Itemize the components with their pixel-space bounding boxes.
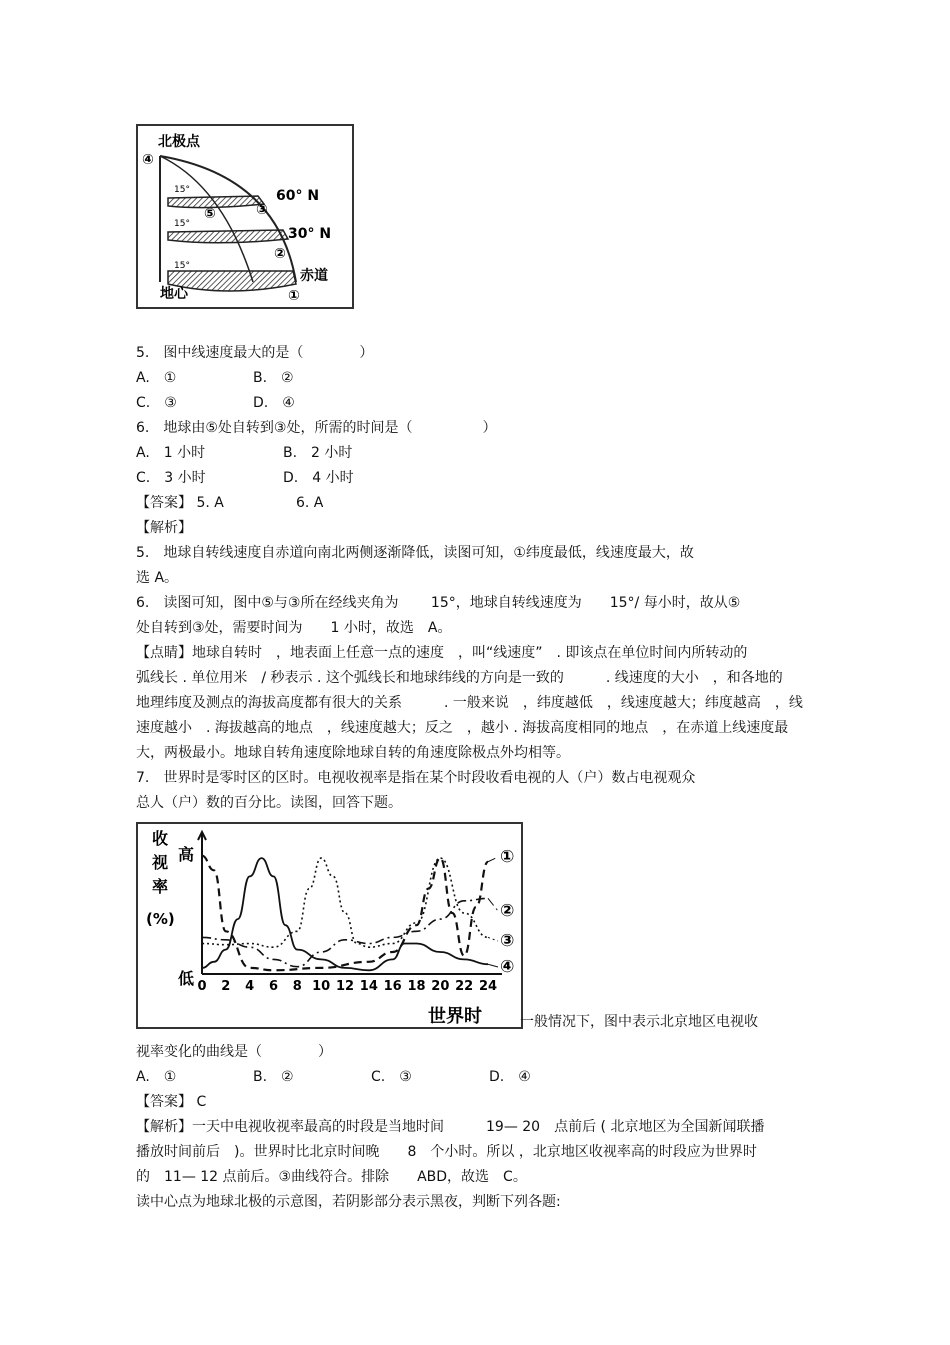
series-line-3 — [202, 858, 488, 947]
x-tick-label: 16 — [383, 979, 402, 994]
equator-label: 赤道 — [300, 268, 328, 284]
q6-stem: 6. 地球由⑤处自转到③处，所需的时间是（ ） — [136, 420, 497, 436]
answer-5-6: 【答案】 5. A — [136, 495, 224, 511]
final-line: 读中心点为地球北极的示意图，若阴影部分表示黑夜，判断下列各题: — [136, 1194, 561, 1210]
x-tick-label: 18 — [407, 979, 426, 994]
x-tick-label: 24 — [478, 979, 498, 994]
viewing-rate-svg — [138, 824, 521, 1027]
explanation-6-line2: 处自转到③处，需要时间为 1 小时，故选 A。 — [136, 620, 452, 636]
marker-1: ① — [288, 288, 300, 304]
q5-option-c: C. ③ — [136, 395, 177, 411]
answer-7: 【答案】 C — [136, 1094, 207, 1110]
x-tick-label: 22 — [455, 979, 474, 994]
q7-stem-line1: 7. 世界时是零时区的区时。电视收视率是指在某个时段收看电视的人（户）数占电视观众 — [136, 770, 696, 786]
deg-label-60: 15° — [174, 185, 190, 195]
earth-quadrant-figure — [136, 124, 354, 309]
tip-line2: 弧线长 . 单位用米 / 秒表示 . 这个弧线长和地球纬线的方向是一致的 . 线速度的大小 ，和各地的 — [136, 670, 783, 686]
series-line-2 — [202, 898, 488, 966]
series-leader-4 — [488, 964, 498, 967]
explanation-5-line2: 选 A。 — [136, 570, 179, 586]
q7-after-chart-text: 一般情况下，图中表示北京地区电视收 — [520, 1014, 758, 1030]
explanation-7-line1: 【解析】一天中电视收视率最高的时段是当地时间 19— 20 点前后 ( 北京地区为全国新闻联播 — [136, 1119, 765, 1135]
q6-option-b: B. 2 小时 — [283, 445, 353, 461]
y-high-label: 高 — [178, 845, 195, 864]
x-tick-label: 0 — [197, 979, 207, 994]
x-tick-label: 20 — [431, 979, 450, 994]
explanation-7-line2: 播放时间前后 )。世界时比北京时间晚 8 个小时。所以 ，北京地区收视率高的时段应为世界时 — [136, 1144, 757, 1160]
series-leader-2 — [488, 898, 498, 911]
deg-label-0: 15° — [174, 261, 190, 271]
latitude-30-band — [168, 230, 288, 243]
q7-stem-line3: 视率变化的曲线是（ ） — [136, 1044, 332, 1060]
series-label-3: ③ — [500, 931, 515, 951]
q5-stem: 5. 图中线速度最大的是（ ） — [136, 345, 374, 361]
marker-3: ③ — [256, 202, 268, 218]
answer-6: 6. A — [296, 495, 324, 511]
series-label-2: ② — [500, 901, 515, 921]
north-pole-label: 北极点 — [158, 134, 200, 150]
q7-option-d: D. ④ — [489, 1069, 531, 1085]
explanation-5-line1: 5. 地球自转线速度自赤道向南北两侧逐渐降低，读图可知，①纬度最低，线速度最大，故 — [136, 545, 694, 561]
lat60-label: 60° N — [276, 188, 320, 204]
x-tick-label: 8 — [292, 979, 302, 994]
earth-quadrant-svg — [138, 126, 352, 307]
marker-2: ② — [274, 246, 286, 262]
series-leader-3 — [488, 937, 498, 941]
x-tick-label: 12 — [335, 979, 355, 994]
ylabel-2: 视 — [152, 853, 169, 872]
viewing-rate-chart — [136, 822, 523, 1029]
lat30-label: 30° N — [288, 226, 332, 242]
ylabel-3: 率 — [152, 877, 169, 896]
q7-option-a: A. ① — [136, 1069, 177, 1085]
series-label-1: ① — [500, 847, 515, 867]
deg-label-30: 15° — [174, 219, 190, 229]
q6-option-a: A. 1 小时 — [136, 445, 206, 461]
q5-option-d: D. ④ — [253, 395, 295, 411]
tip-line1: 【点睛】地球自转时 ，地表面上任意一点的速度 ，叫“线速度” . 即该点在单位时间内所转动的 — [136, 645, 748, 661]
series-leader-1 — [488, 857, 498, 862]
q5-option-b: B. ② — [253, 370, 294, 386]
y-low-label: 低 — [178, 969, 195, 988]
explanation-6-line1: 6. 读图可知，图中⑤与③所在经线夹角为 15°，地球自转线速度为 15°/ 每小时，故从⑤ — [136, 595, 741, 611]
x-tick-label: 10 — [312, 979, 331, 994]
tip-line5: 大，两极最小。地球自转角速度除地球自转的角速度除极点外均相等。 — [136, 745, 570, 761]
marker-4: ④ — [142, 152, 154, 168]
ylabel-4: (%) — [146, 910, 175, 928]
q7-stem-line2: 总人（户）数的百分比。读图，回答下题。 — [136, 795, 402, 811]
x-tick-label: 4 — [245, 979, 255, 994]
explanation-label: 【解析】 — [136, 520, 192, 536]
ylabel-1: 收 — [152, 829, 169, 848]
q7-option-b: B. ② — [253, 1069, 294, 1085]
x-tick-label: 14 — [359, 979, 378, 994]
explanation-7-line3: 的 11— 12 点前后。③曲线符合。排除 ABD，故选 C。 — [136, 1169, 527, 1185]
x-axis-label: 世界时 — [428, 1006, 482, 1027]
series-label-4: ④ — [500, 957, 515, 977]
tip-line4: 速度越小 . 海拔越高的地点 ，线速度越大；反之 ，越小 . 海拔高度相同的地点 ，在赤道上线速度最 — [136, 720, 789, 736]
tip-line3: 地理纬度及测点的海拔高度都有很大的关系 . 一般来说 ，纬度越低 ，线速度越大；纬度越高 ，线 — [136, 695, 803, 711]
q5-option-a: A. ① — [136, 370, 177, 386]
q6-option-d: D. 4 小时 — [283, 470, 354, 486]
latitude-60-band — [168, 196, 264, 208]
x-tick-label: 2 — [221, 979, 231, 994]
x-tick-label: 6 — [268, 979, 279, 994]
q7-option-c: C. ③ — [371, 1069, 412, 1085]
marker-5: ⑤ — [204, 206, 216, 222]
center-label: 地心 — [160, 286, 188, 302]
q6-option-c: C. 3 小时 — [136, 470, 206, 486]
